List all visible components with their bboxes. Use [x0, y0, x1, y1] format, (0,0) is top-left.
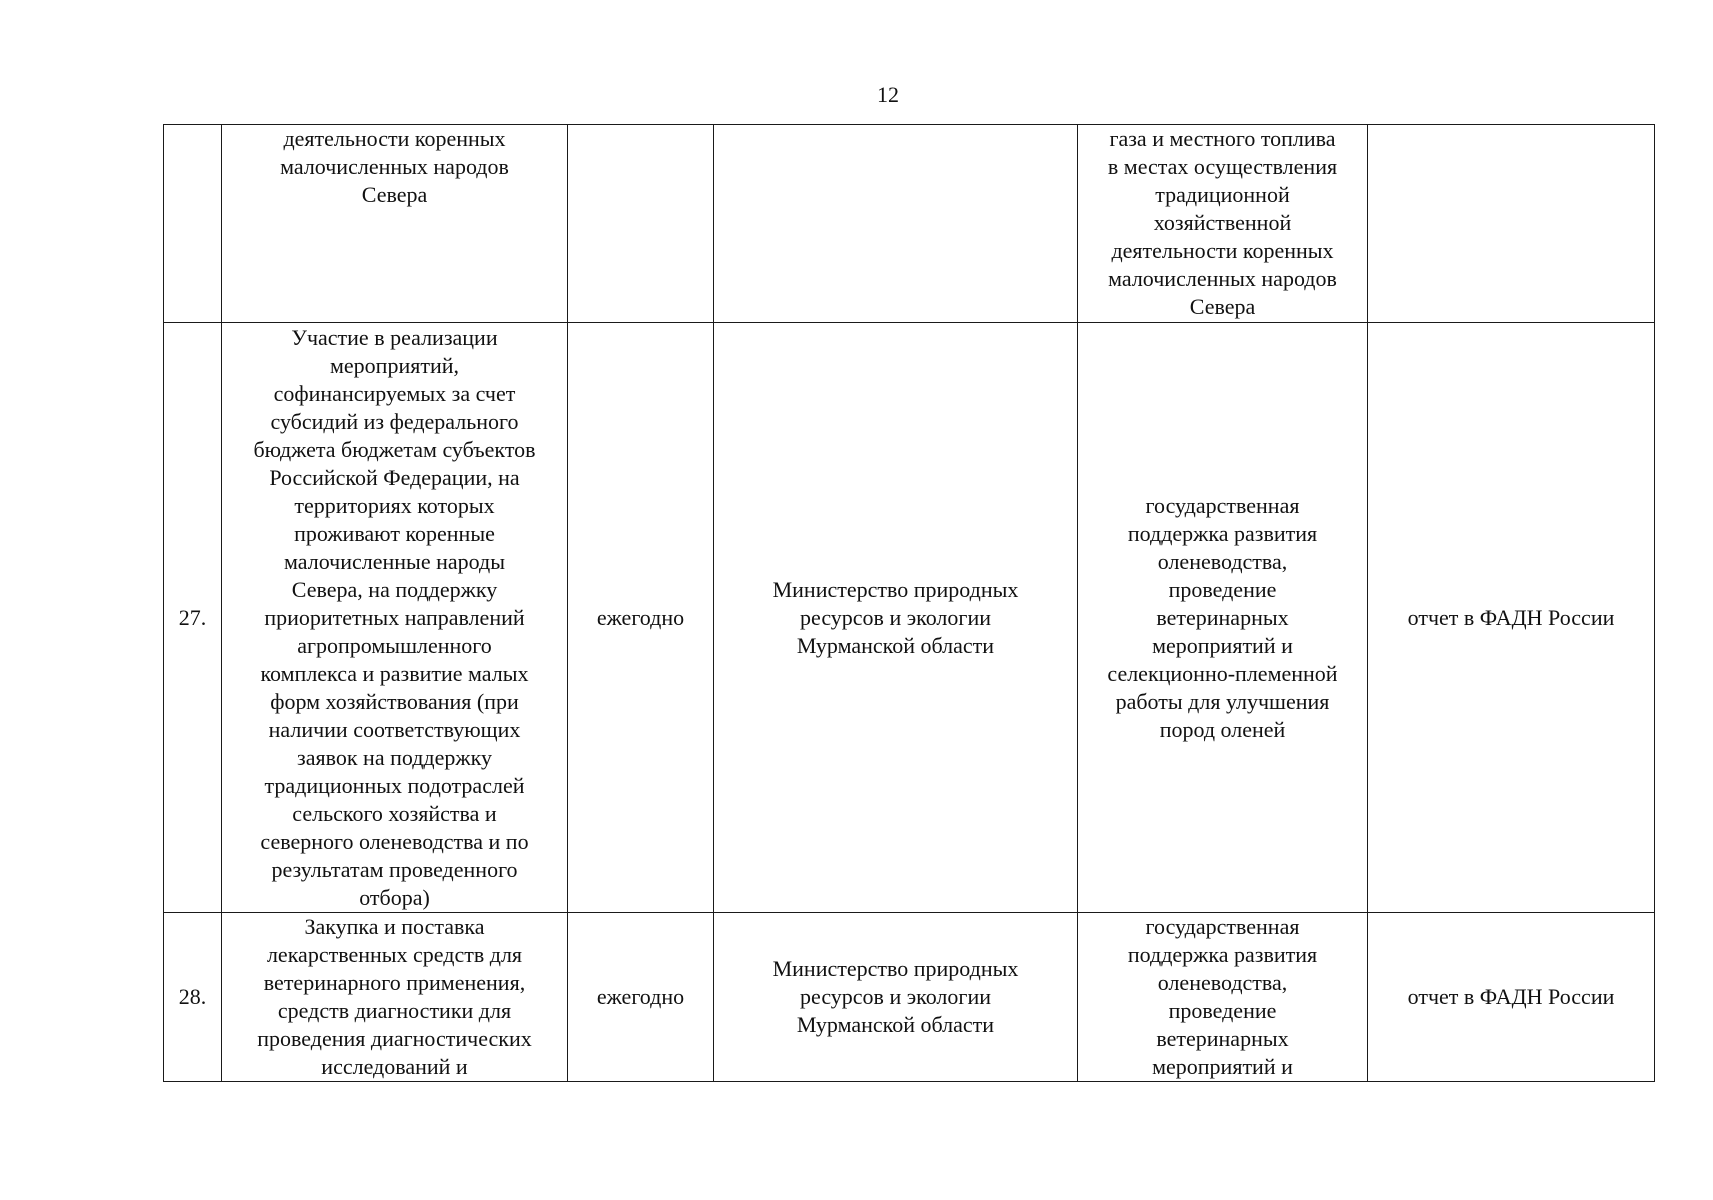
table-row-28 — [164, 913, 1655, 1082]
cell-executor — [714, 125, 1078, 323]
cell-term: ежегодно — [568, 913, 714, 1082]
cell-report: отчет в ФАДН России — [1368, 323, 1655, 913]
cell-executor: Министерство природных ресурсов и экологии Мурманской области — [714, 913, 1078, 1082]
cell-term: ежегодно — [568, 323, 714, 913]
cell-term — [568, 125, 714, 323]
cell-measure-name: деятельности коренных малочисленных народов Севера — [222, 125, 568, 323]
cell-expected-result: газа и местного топлива в местах осуществления традиционной хозяйственной деятельности коренных малочисленных народов Севера — [1078, 125, 1368, 323]
cell-number: 27. — [164, 323, 222, 913]
cell-report — [1368, 125, 1655, 323]
cell-expected-result: государственная поддержка развития оленеводства, проведение ветеринарных мероприятий и — [1078, 913, 1368, 1082]
cell-measure-name: Участие в реализации мероприятий, софинансируемых за счет субсидий из федерального бюджета бюджетам субъектов Российской Федерации, на территориях которых проживают коренные малочисленные народы Севера, на поддержку приоритетных направлений агропромышленного комплекса и развитие малых форм хозяйствования (при наличии соответствующих заявок на поддержку традиционных подотраслей сельского хозяйства и северного оленеводства и по результатам проведенного отбора) — [222, 323, 568, 913]
table-row-27 — [164, 323, 1655, 913]
cell-report: отчет в ФАДН России — [1368, 913, 1655, 1082]
cell-number — [164, 125, 222, 323]
page-number: 12 — [877, 82, 899, 107]
cell-measure-name: Закупка и поставка лекарственных средств для ветеринарного применения, средств диагностики для проведения диагностических исследований и — [222, 913, 568, 1082]
cell-number: 28. — [164, 913, 222, 1082]
cell-expected-result: государственная поддержка развития оленеводства, проведение ветеринарных мероприятий и селекционно-племенной работы для улучшения пород оленей — [1078, 323, 1368, 913]
cell-executor: Министерство природных ресурсов и экологии Мурманской области — [714, 323, 1078, 913]
table-row-continuation — [164, 125, 1655, 323]
measures-table — [163, 124, 1655, 1082]
